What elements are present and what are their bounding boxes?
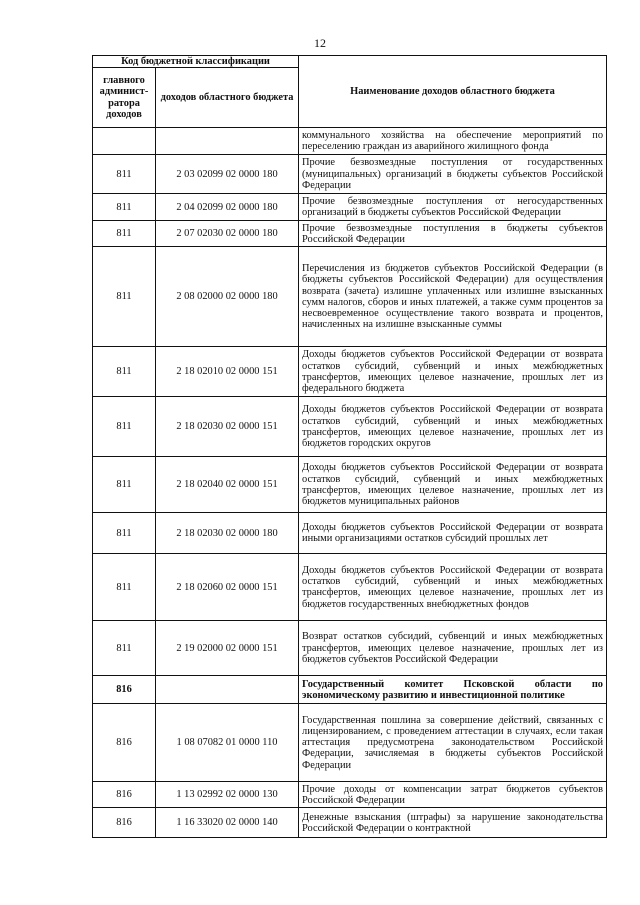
code-cell: 2 18 02030 02 0000 151: [156, 397, 299, 457]
name-cell: Прочие безвозмездные поступления от государственных (муниципальных) организаций в бюджеты субъектов Российской Федерации: [299, 155, 607, 194]
table-row: [93, 194, 607, 221]
admin-cell: 811: [93, 513, 156, 554]
admin-cell: 816: [93, 704, 156, 782]
table-row: [93, 221, 607, 247]
code-cell: 2 18 02060 02 0000 151: [156, 554, 299, 621]
header-col-code: доходов областного бюджета: [156, 68, 299, 128]
table-row: [93, 554, 607, 621]
header-col-name: Наименование доходов областного бюджета: [299, 56, 607, 128]
name-cell: Прочие безвозмездные поступления в бюджеты субъектов Российской Федерации: [299, 221, 607, 247]
admin-cell: 811: [93, 155, 156, 194]
code-cell: 1 08 07082 01 0000 110: [156, 704, 299, 782]
table-row: [93, 513, 607, 554]
name-cell: Государственный комитет Псковской области по экономическому развитию и инвестиционной политике: [299, 676, 607, 704]
code-cell: [156, 128, 299, 155]
name-cell: коммунального хозяйства на обеспечение мероприятий по переселению граждан из аварийного жилищного фонда: [299, 128, 607, 155]
name-cell: Возврат остатков субсидий, субвенций и иных межбюджетных трансфертов, имеющих целевое назначение, прошлых лет из бюджетов субъектов Российской Федерации: [299, 621, 607, 676]
table-row: [93, 782, 607, 808]
table-row: [93, 457, 607, 513]
admin-cell: 811: [93, 621, 156, 676]
name-cell: Доходы бюджетов субъектов Российской Федерации от возврата остатков субсидий, субвенций и иных межбюджетных трансфертов, имеющих целевое назначение, прошлых лет из бюджетов городских округов: [299, 397, 607, 457]
code-cell: 1 16 33020 02 0000 140: [156, 808, 299, 838]
table-row: [93, 621, 607, 676]
name-cell: Денежные взыскания (штрафы) за нарушение законодательства Российской Федерации о контрактной: [299, 808, 607, 838]
table-body: [93, 128, 607, 838]
name-cell: Доходы бюджетов субъектов Российской Федерации от возврата остатков субсидий, субвенций и иных межбюджетных трансфертов, имеющих целевое назначение, прошлых лет из федерального бюджета: [299, 347, 607, 397]
code-cell: 2 19 02000 02 0000 151: [156, 621, 299, 676]
admin-cell: [93, 128, 156, 155]
table-row: [93, 128, 607, 155]
table-header: [93, 56, 607, 128]
name-cell: Прочие безвозмездные поступления от негосударственных организаций в бюджеты субъектов Российской Федерации: [299, 194, 607, 221]
admin-cell: 811: [93, 397, 156, 457]
header-col-admin: главного админист-ратора доходов: [93, 68, 156, 128]
name-cell: Доходы бюджетов субъектов Российской Федерации от возврата иными организациями остатков субсидий прошлых лет: [299, 513, 607, 554]
admin-cell: 811: [93, 347, 156, 397]
name-cell: Доходы бюджетов субъектов Российской Федерации от возврата остатков субсидий, субвенций и иных межбюджетных трансфертов, имеющих целевое назначение, прошлых лет из бюджетов муниципальных районов: [299, 457, 607, 513]
admin-cell: 816: [93, 676, 156, 704]
code-cell: [156, 676, 299, 704]
admin-cell: 816: [93, 782, 156, 808]
table-row: [93, 808, 607, 838]
table-row: [93, 247, 607, 347]
table-row: [93, 704, 607, 782]
admin-cell: 811: [93, 554, 156, 621]
table-row: [93, 155, 607, 194]
admin-cell: 811: [93, 221, 156, 247]
code-cell: 2 18 02040 02 0000 151: [156, 457, 299, 513]
admin-cell: 811: [93, 457, 156, 513]
admin-cell: 816: [93, 808, 156, 838]
code-cell: 2 08 02000 02 0000 180: [156, 247, 299, 347]
code-cell: 2 03 02099 02 0000 180: [156, 155, 299, 194]
code-cell: 2 04 02099 02 0000 180: [156, 194, 299, 221]
header-group-title: Код бюджетной классификации: [93, 56, 299, 68]
name-cell: Прочие доходы от компенсации затрат бюджетов субъектов Российской Федерации: [299, 782, 607, 808]
name-cell: Государственная пошлина за совершение действий, связанных с лицензированием, с проведением аттестации в случаях, если такая аттестация предусмотрена законодательством Российской Федерации, зачисляемая в бюджеты субъектов Российской Федерации: [299, 704, 607, 782]
code-cell: 2 18 02010 02 0000 151: [156, 347, 299, 397]
name-cell: Перечисления из бюджетов субъектов Российской Федерации (в бюджеты субъектов Российской Федерации) для осуществления возврата (зачета) излишне уплаченных или излишне взысканных сумм налогов, сборов и иных платежей, а также сумм процентов за несвоевременное осуществление такого возврата и процентов, начисленных на излишне взысканные суммы: [299, 247, 607, 347]
admin-cell: 811: [93, 247, 156, 347]
section-row: [93, 676, 607, 704]
code-cell: 2 18 02030 02 0000 180: [156, 513, 299, 554]
budget-classification-table: [92, 55, 607, 838]
code-cell: 2 07 02030 02 0000 180: [156, 221, 299, 247]
page-number: 12: [314, 36, 326, 50]
table-row: [93, 397, 607, 457]
admin-cell: 811: [93, 194, 156, 221]
code-cell: 1 13 02992 02 0000 130: [156, 782, 299, 808]
name-cell: Доходы бюджетов субъектов Российской Федерации от возврата остатков субсидий, субвенций и иных межбюджетных трансфертов, имеющих целевое назначение, прошлых лет из бюджетов государственных внебюджетных фондов: [299, 554, 607, 621]
table-row: [93, 347, 607, 397]
